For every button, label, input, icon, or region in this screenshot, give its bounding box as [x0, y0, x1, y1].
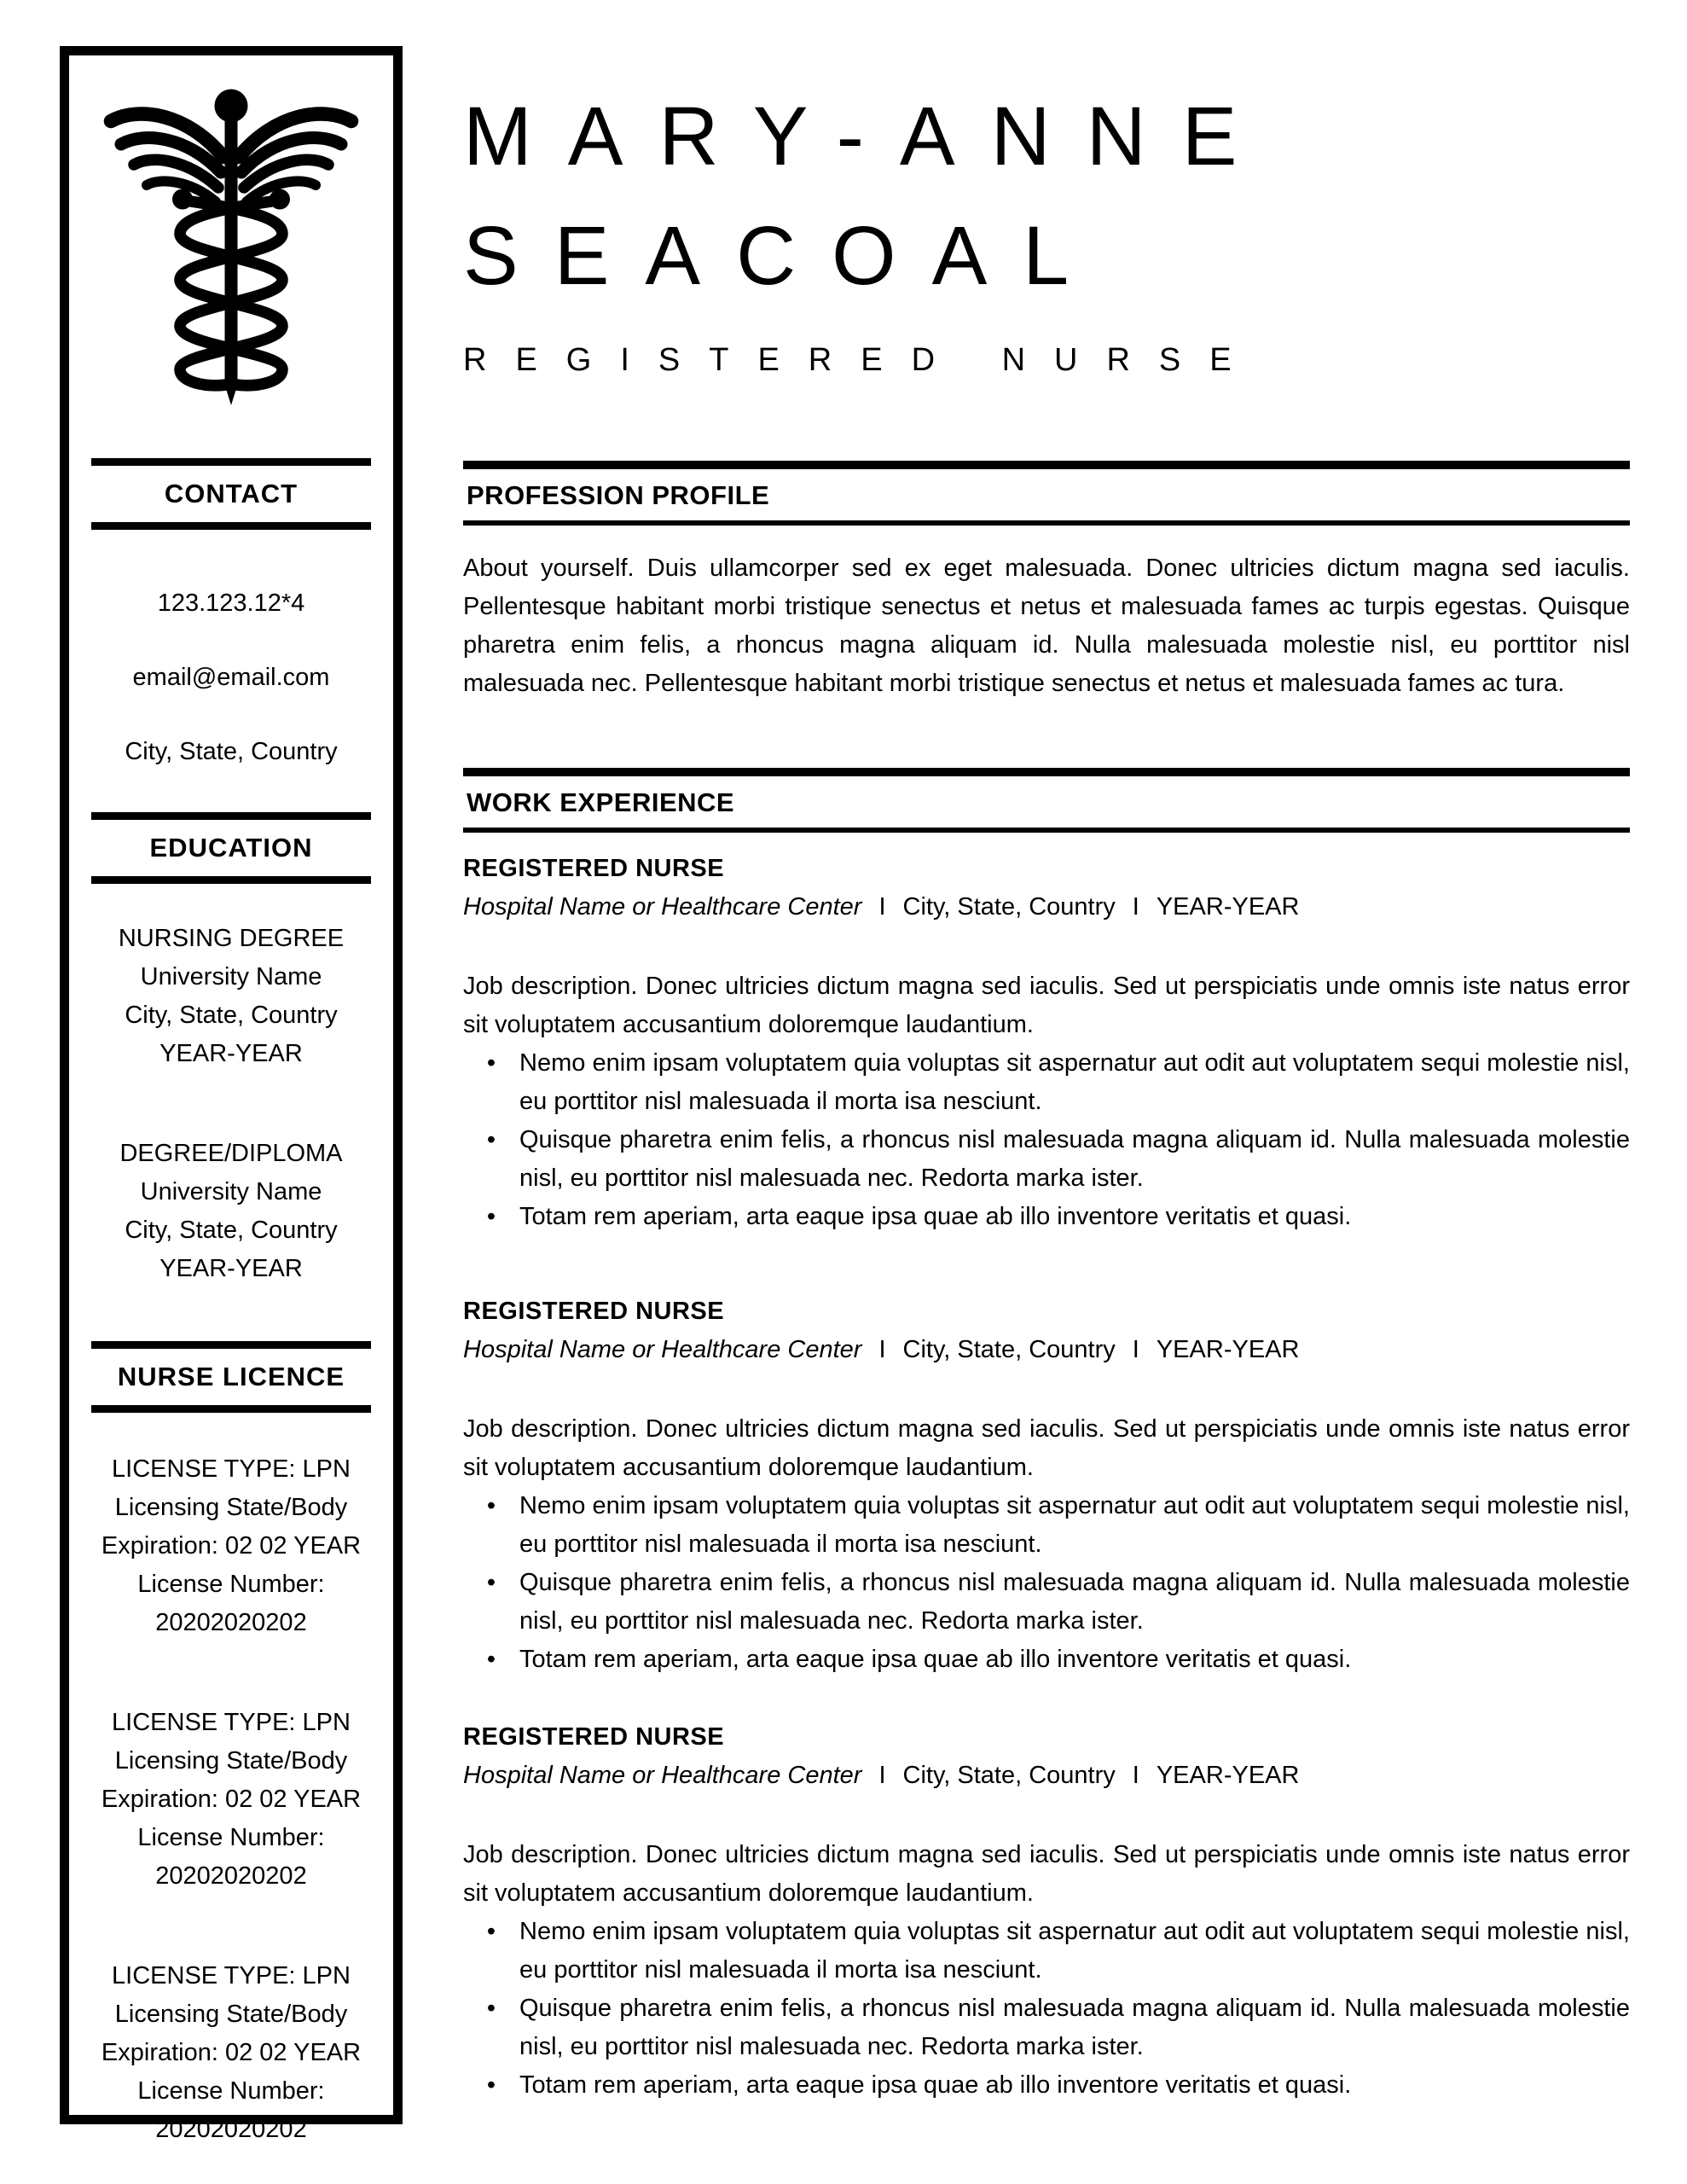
separator: I: [1132, 1762, 1139, 1789]
name-line-1: MARY-ANNE: [463, 90, 1273, 183]
licensing-body: Licensing State/Body: [114, 1494, 348, 1521]
bullet-text: Nemo enim ipsam voluptatem quia voluptas sit aspernatur aut odit aut voluptatem sequi molestie nisl, eu porttitor nisl malesuada il morta isa nesciunt.: [519, 1049, 1630, 1115]
bullet-text: Nemo enim ipsam voluptatem quia voluptas sit aspernatur aut odit aut voluptatem sequi molestie nisl, eu porttitor nisl malesuada il morta isa nesciunt.: [519, 1918, 1630, 1984]
job-title: REGISTERED NURSE: [463, 1298, 725, 1325]
job-description: Job description. Donec ultricies dictum magna sed iaculis. Sed ut perspiciatis unde omnis iste natus error sit voluptatem accusantium doloremque laudantium.: [463, 973, 1630, 1038]
job-description: Job description. Donec ultricies dictum magna sed iaculis. Sed ut perspiciatis unde omnis iste natus error sit voluptatem accusantium doloremque laudantium.: [463, 1841, 1630, 1907]
job-bullet: [463, 1121, 1630, 1198]
separator: I: [878, 893, 886, 921]
profession-profile-text: About yourself. Duis ullamcorper sed ex eget malesuada. Donec ultricies dictum magna sed iaculis. Pellentesque habitant morbi tristique senectus et netus et malesuada fames ac turpis egestas. Quisque pharetra enim felis, a rhoncus magna aliquam id. Nulla malesuada molestie nisl, eu porttitor nisl malesuada nec. Pellentesque habitant morbi tristique senectus et netus et malesuada fames ac tura.: [463, 555, 1630, 697]
job-bullet: [463, 2066, 1630, 2105]
license-number-label: License Number:: [137, 1571, 325, 1598]
degree-name: NURSING DEGREE: [118, 925, 345, 952]
nurse-licence-heading: NURSE LICENCE: [91, 1341, 371, 1413]
candidate-role: REGISTERED NURSE: [463, 342, 1261, 378]
caduceus-icon: [103, 78, 359, 410]
education-entry: [69, 1135, 393, 1288]
licence-entry: [69, 1957, 393, 2149]
license-number-label: License Number:: [137, 1824, 325, 1851]
separator: I: [1132, 893, 1139, 921]
bullet-icon: •: [486, 1569, 496, 1596]
job-title: REGISTERED NURSE: [463, 855, 725, 882]
job-bullet: [463, 1989, 1630, 2066]
separator: I: [878, 1762, 886, 1789]
license-type: LICENSE TYPE: LPN: [112, 1709, 351, 1736]
license-expiration: Expiration: 02 02 YEAR: [101, 1532, 362, 1560]
job-bullet: [463, 1198, 1630, 1236]
bullet-icon: •: [486, 1918, 496, 1945]
education-entry: [69, 920, 393, 1073]
bullet-icon: •: [486, 1492, 496, 1519]
bullet-text: Totam rem aperiam, arta eaque ipsa quae ab illo inventore veritatis et quasi.: [519, 2071, 1352, 2099]
degree-name: DEGREE/DIPLOMA: [119, 1140, 343, 1167]
job-subtitle: [463, 1757, 1630, 1795]
license-expiration: Expiration: 02 02 YEAR: [101, 1786, 362, 1813]
job-entry: [463, 1718, 1630, 2105]
school-location: City, State, Country: [125, 1217, 338, 1244]
sidebar: [60, 46, 403, 2143]
job-years: YEAR-YEAR: [1156, 1336, 1300, 1363]
school-years: YEAR-YEAR: [159, 1255, 303, 1282]
job-bullet: [463, 1913, 1630, 1989]
job-entry: [463, 850, 1630, 1236]
contact-heading: CONTACT: [91, 458, 371, 530]
work-experience-heading: WORK EXPERIENCE: [463, 768, 1630, 833]
main-column: [463, 0, 1630, 2105]
school-years: YEAR-YEAR: [159, 1040, 303, 1067]
bullet-icon: •: [486, 1995, 496, 2022]
bullet-text: Totam rem aperiam, arta eaque ipsa quae ab illo inventore veritatis et quasi.: [519, 1203, 1352, 1230]
profession-profile-heading: PROFESSION PROFILE: [463, 461, 1630, 526]
job-title: REGISTERED NURSE: [463, 1723, 725, 1751]
email-address: email@email.com: [132, 664, 330, 691]
job-company: Hospital Name or Healthcare Center: [463, 1762, 862, 1789]
license-number: 20202020202: [155, 1862, 307, 1890]
job-subtitle: [463, 888, 1630, 926]
job-subtitle: [463, 1331, 1630, 1369]
phone-number: 123.123.12*4: [157, 590, 305, 617]
bullet-icon: •: [486, 1049, 496, 1077]
job-location: City, State, Country: [902, 1762, 1116, 1789]
bullet-icon: •: [486, 1203, 496, 1230]
bullet-icon: •: [486, 1646, 496, 1673]
bullet-icon: •: [486, 2071, 496, 2099]
license-type: LICENSE TYPE: LPN: [112, 1962, 351, 1989]
bullet-text: Totam rem aperiam, arta eaque ipsa quae ab illo inventore veritatis et quasi.: [519, 1646, 1352, 1673]
job-bullet: [463, 1564, 1630, 1641]
contact-location: City, State, Country: [125, 738, 338, 765]
job-bullet: [463, 1487, 1630, 1564]
education-heading: EDUCATION: [91, 812, 371, 884]
licensing-body: Licensing State/Body: [114, 1747, 348, 1774]
job-location: City, State, Country: [902, 893, 1116, 921]
job-location: City, State, Country: [902, 1336, 1116, 1363]
job-bullet: [463, 1044, 1630, 1121]
school-name: University Name: [140, 1178, 322, 1205]
bullet-text: Nemo enim ipsam voluptatem quia voluptas sit aspernatur aut odit aut voluptatem sequi molestie nisl, eu porttitor nisl malesuada il morta isa nesciunt.: [519, 1492, 1630, 1558]
bullet-text: Quisque pharetra enim felis, a rhoncus nisl malesuada magna aliquam id. Nulla malesuada molestie nisl, eu porttitor nisl malesuada nec. Redorta marka ister.: [519, 1569, 1630, 1635]
job-description: Job description. Donec ultricies dictum magna sed iaculis. Sed ut perspiciatis unde omnis iste natus error sit voluptatem accusantium doloremque laudantium.: [463, 1415, 1630, 1481]
job-bullet: [463, 1641, 1630, 1679]
job-entry: [463, 1292, 1630, 1679]
job-years: YEAR-YEAR: [1156, 893, 1300, 921]
license-number-label: License Number:: [137, 2077, 325, 2105]
separator: I: [878, 1336, 886, 1363]
school-location: City, State, Country: [125, 1002, 338, 1029]
school-name: University Name: [140, 963, 322, 990]
license-number: 20202020202: [155, 2116, 307, 2143]
license-number: 20202020202: [155, 1609, 307, 1636]
job-company: Hospital Name or Healthcare Center: [463, 893, 862, 921]
licence-entry: [69, 1450, 393, 1642]
bullet-text: Quisque pharetra enim felis, a rhoncus nisl malesuada magna aliquam id. Nulla malesuada molestie nisl, eu porttitor nisl malesuada nec. Redorta marka ister.: [519, 1995, 1630, 2060]
name-line-2: SEACOAL: [463, 209, 1105, 302]
separator: I: [1132, 1336, 1139, 1363]
bullet-text: Quisque pharetra enim felis, a rhoncus nisl malesuada magna aliquam id. Nulla malesuada molestie nisl, eu porttitor nisl malesuada nec. Redorta marka ister.: [519, 1126, 1630, 1192]
job-company: Hospital Name or Healthcare Center: [463, 1336, 862, 1363]
bullet-icon: •: [486, 1126, 496, 1153]
licensing-body: Licensing State/Body: [114, 2001, 348, 2028]
candidate-name: [463, 0, 1630, 316]
license-expiration: Expiration: 02 02 YEAR: [101, 2039, 362, 2066]
job-years: YEAR-YEAR: [1156, 1762, 1300, 1789]
license-type: LICENSE TYPE: LPN: [112, 1455, 351, 1483]
licence-entry: [69, 1704, 393, 1896]
